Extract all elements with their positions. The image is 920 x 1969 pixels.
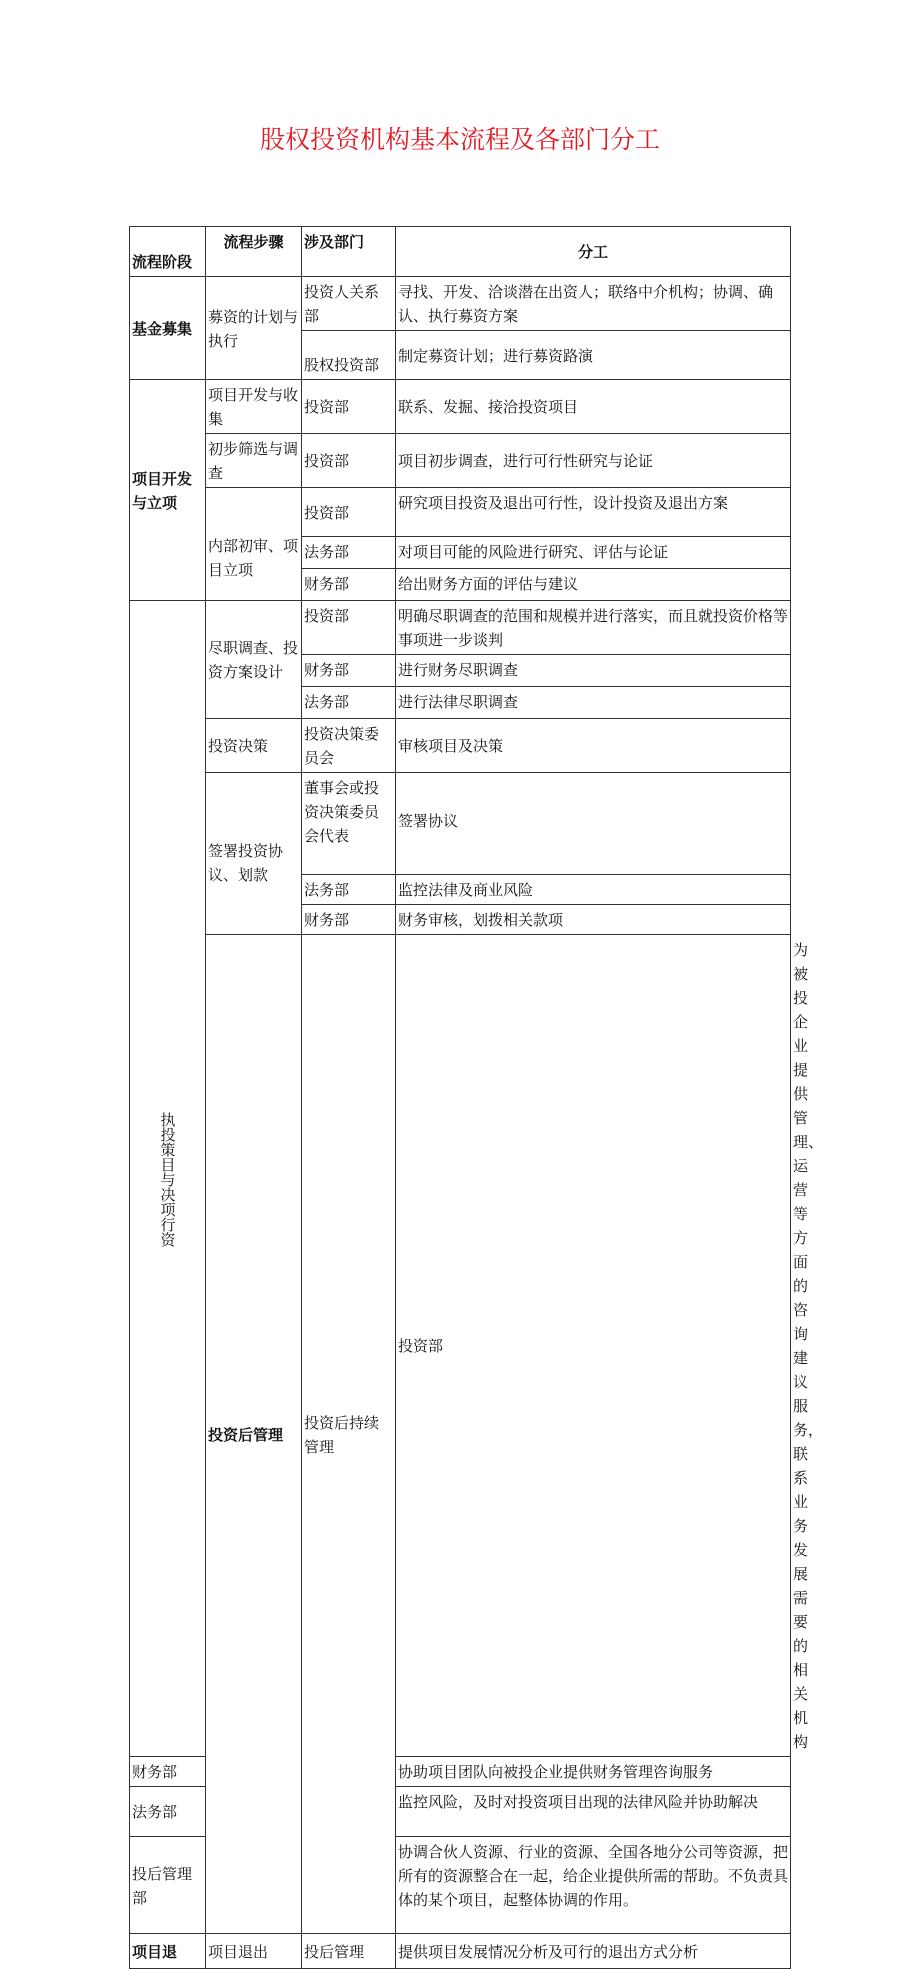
duty-cell: 进行财务尽职调查 (396, 655, 791, 687)
dept-cell: 投资部 (302, 488, 396, 537)
duty-cell: 财务审核，划拨相关款项 (396, 905, 791, 935)
table-row: 投资后管理 投资后持续管理 投资部 为被投企业提供管理、运营等方面的咨询建议服务，联系业务发展需要的相关机构 (130, 935, 791, 1757)
header-stage: 流程阶段 (130, 227, 206, 277)
dept-cell: 投资部 (396, 935, 791, 1757)
duty-cell: 研究项目投资及退出可行性，设计投资及退出方案 (396, 488, 791, 537)
table-row (130, 380, 791, 434)
stage-fundraising: 基金募集 (130, 277, 206, 380)
table-row (130, 601, 791, 655)
header-dept: 涉及部门 (302, 227, 396, 277)
step-cell: 投资后持续管理 (302, 935, 396, 1934)
dept-cell: 股权投资部 (302, 331, 396, 380)
stage-execution-label: 执投策目与决项行资 (158, 1111, 177, 1247)
table-row (130, 488, 791, 537)
dept-cell: 法务部 (130, 1787, 206, 1837)
dept-cell: 法务部 (302, 687, 396, 719)
dept-cell: 财务部 (302, 655, 396, 687)
duty-cell: 协助项目团队向被投企业提供财务管理咨询服务 (396, 1757, 791, 1787)
step-cell: 内部初审、项目立项 (206, 488, 302, 601)
duty-cell: 进行法律尽职调查 (396, 687, 791, 719)
dept-cell: 财务部 (302, 569, 396, 601)
workflow-table (129, 226, 824, 1969)
duty-cell: 监控风险，及时对投资项目出现的法律风险并协助解决 (396, 1787, 791, 1837)
step-fundraising: 募资的计划与执行 (206, 277, 302, 380)
page-title: 股权投资机构基本流程及各部门分工 (259, 125, 660, 154)
step-cell: 尽职调查、投资方案设计 (206, 601, 302, 719)
step-cell: 项目退出 (206, 1934, 302, 1969)
duty-cell: 对项目可能的风险进行研究、评估与论证 (396, 537, 791, 569)
dept-cell: 投资部 (302, 380, 396, 434)
table-row (130, 719, 791, 773)
header-duty: 分工 (396, 227, 791, 277)
stage-post: 投资后管理 (206, 935, 302, 1934)
dept-cell: 投后管理部 (130, 1837, 206, 1934)
dept-cell: 财务部 (302, 905, 396, 935)
header-row (130, 227, 791, 277)
duty-cell: 联系、发掘、接洽投资项目 (396, 380, 791, 434)
dept-cell: 董事会或投资决策委员会代表 (302, 773, 396, 875)
dept-cell: 法务部 (302, 537, 396, 569)
duty-cell: 监控法律及商业风险 (396, 875, 791, 905)
duty-cell: 提供项目发展情况分析及可行的退出方式分析 (396, 1934, 791, 1969)
dept-cell: 法务部 (302, 875, 396, 905)
duty-cell: 审核项目及决策 (396, 719, 791, 773)
step-cell: 签署投资协议、划款 (206, 773, 302, 935)
duty-cell: 签署协议 (396, 773, 791, 875)
table-row (130, 1934, 791, 1969)
step-cell: 初步筛选与调查 (206, 434, 302, 488)
dept-cell: 财务部 (130, 1757, 206, 1787)
duty-cell: 项目初步调查，进行可行性研究与论证 (396, 434, 791, 488)
stage-development: 项目开发与立项 (130, 380, 206, 601)
dept-cell: 投资部 (302, 601, 396, 655)
duty-cell: 给出财务方面的评估与建议 (396, 569, 791, 601)
stage-execution (130, 601, 206, 1757)
duty-cell: 协调合伙人资源、行业的资源、全国各地分公司等资源，把所有的资源整合在一起，给企业提供所需的帮助。不负责具体的某个项目，起整体协调的作用。 (396, 1837, 791, 1934)
dept-cell: 投后管理 (302, 1934, 396, 1969)
table-row (130, 434, 791, 488)
step-cell: 项目开发与收集 (206, 380, 302, 434)
stage-exit: 项目退 (130, 1934, 206, 1969)
duty-cell: 明确尽职调查的范围和规模并进行落实，而且就投资价格等事项进一步谈判 (396, 601, 791, 655)
step-cell: 投资决策 (206, 719, 302, 773)
table-row (130, 277, 791, 331)
dept-cell: 投资人关系部 (302, 277, 396, 331)
header-step: 流程步骤 (206, 227, 302, 277)
dept-cell: 投资决策委员会 (302, 719, 396, 773)
dept-cell: 投资部 (302, 434, 396, 488)
duty-cell: 寻找、开发、洽谈潜在出资人；联络中介机构；协调、确认、执行募资方案 (396, 277, 791, 331)
duty-cell: 制定募资计划；进行募资路演 (396, 331, 791, 380)
table-row (130, 773, 791, 875)
